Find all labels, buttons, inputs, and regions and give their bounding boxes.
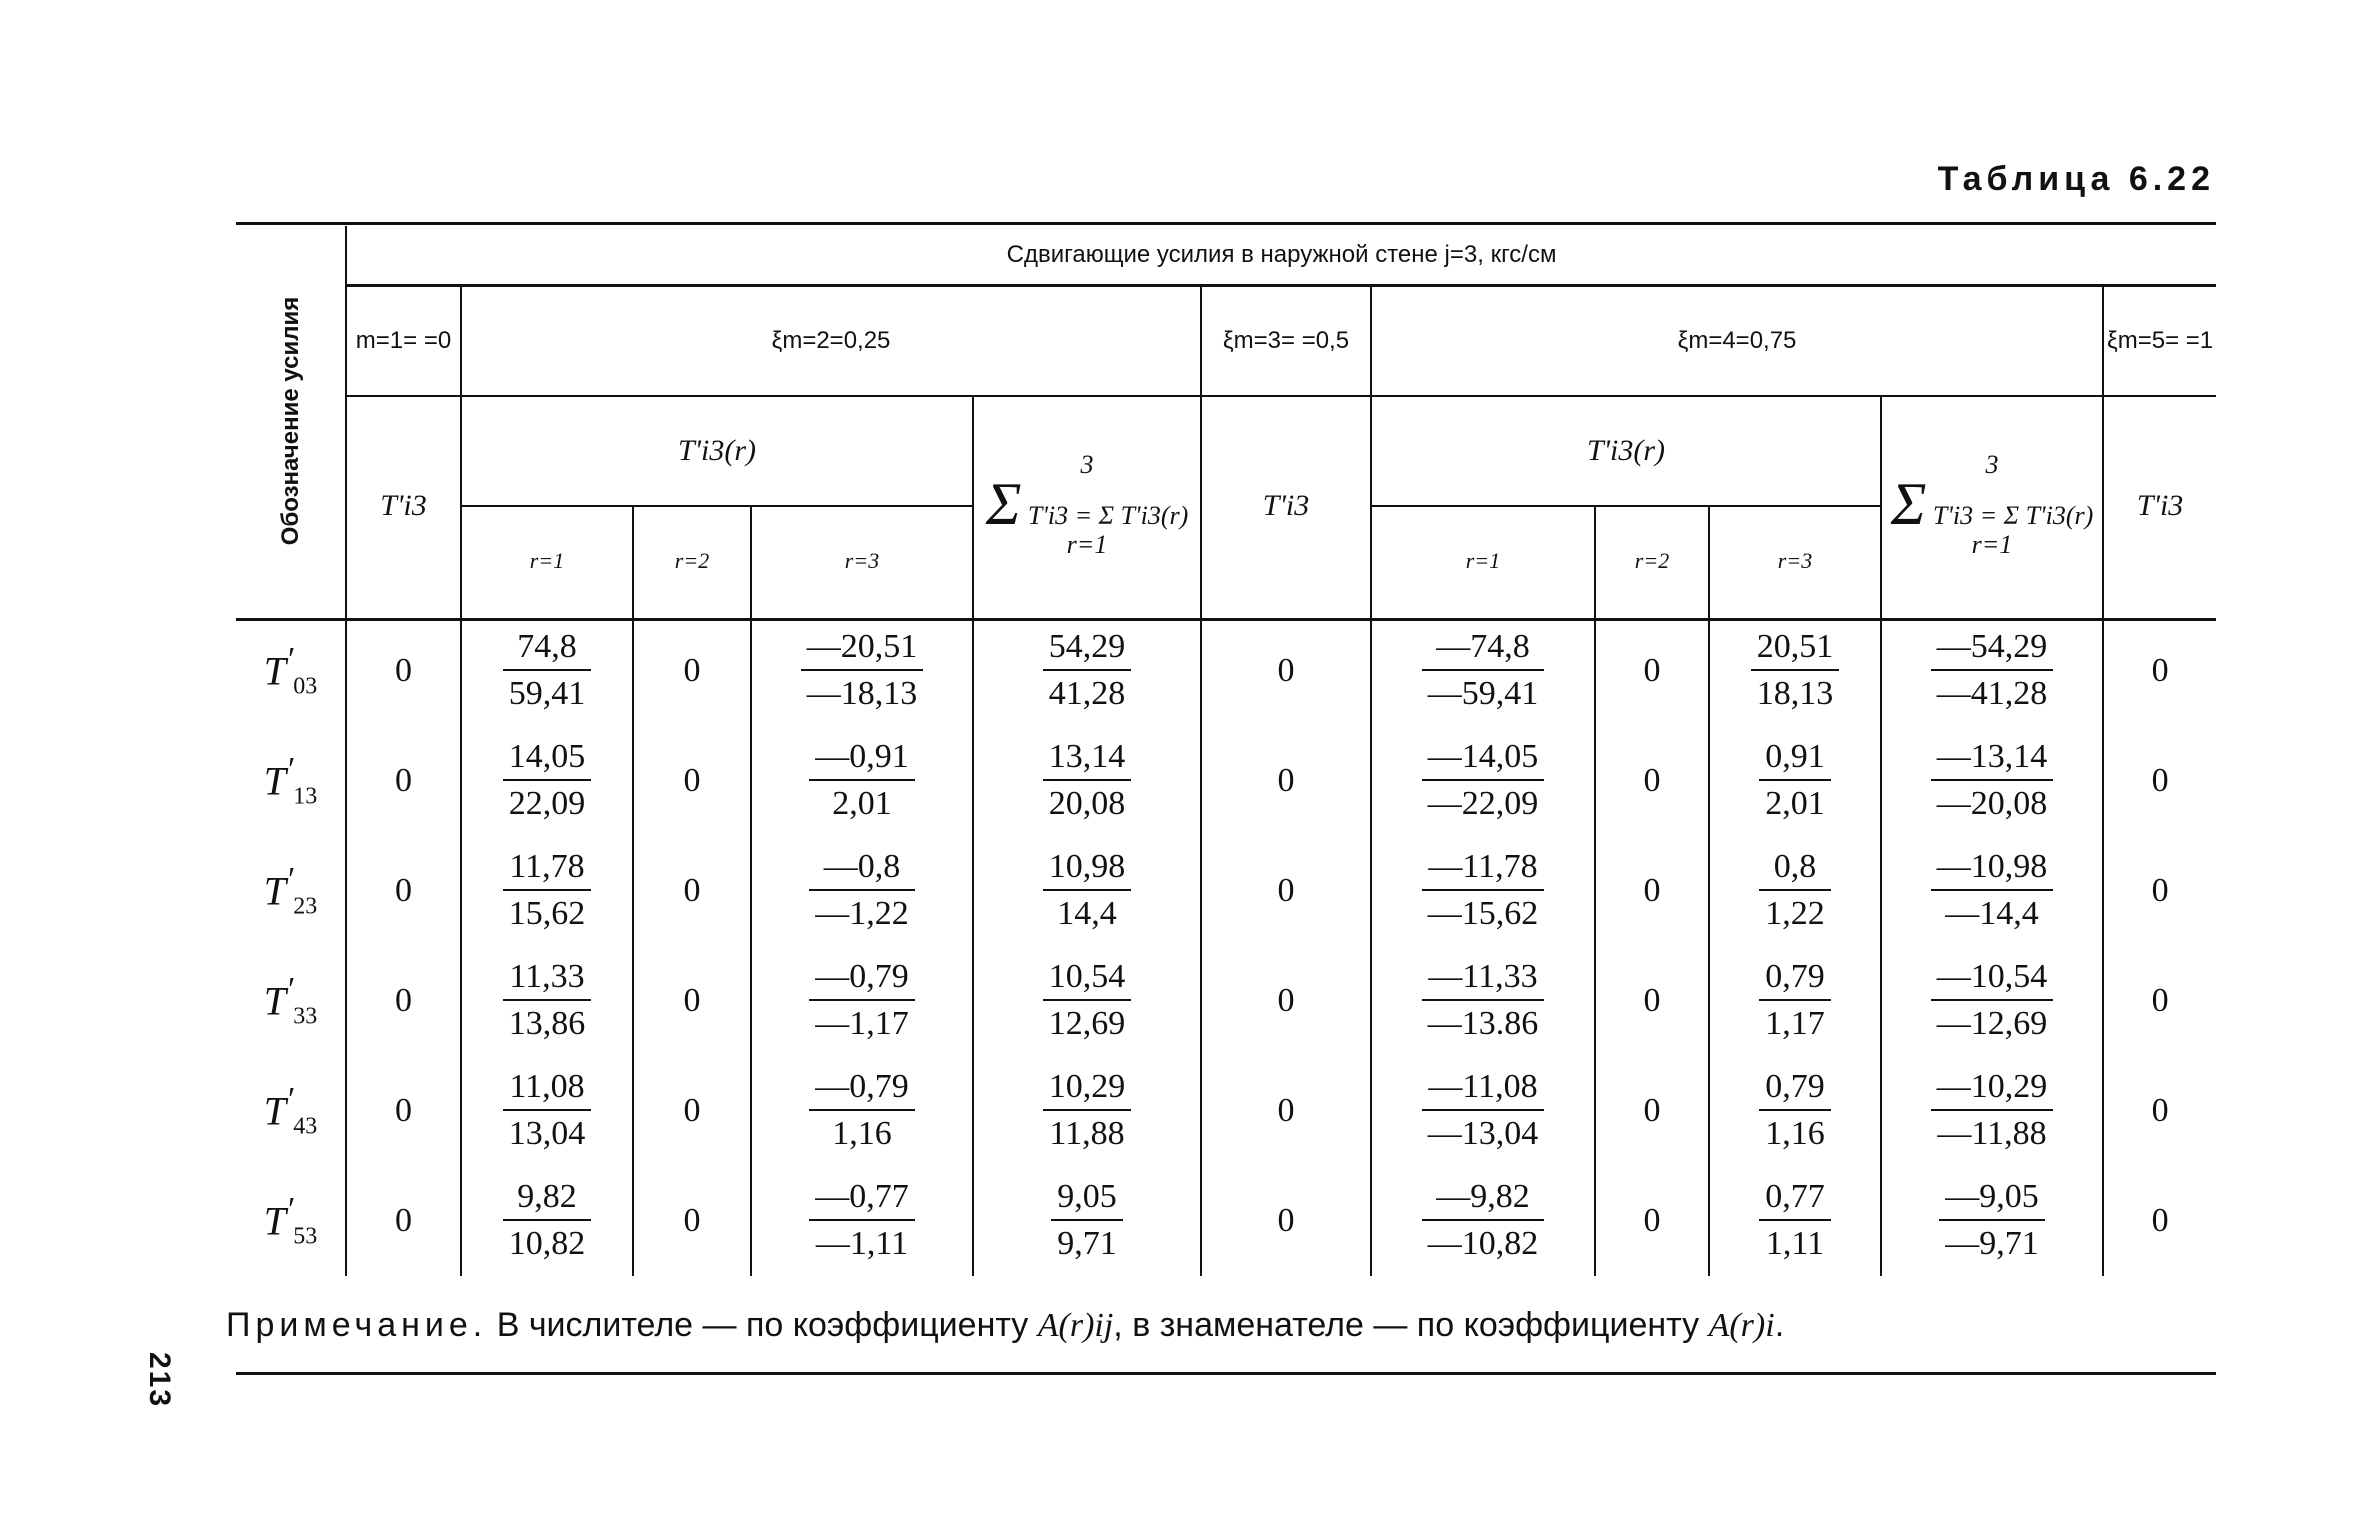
cell-m5: 0: [2103, 1056, 2216, 1166]
m2-r2-header: r=2: [633, 506, 751, 616]
m2-r1-header: r=1: [461, 506, 633, 616]
cell-m2-r2: 0: [633, 726, 751, 836]
row-label: $T'_{03}$: [263, 640, 318, 700]
cell-m4-r2: 0: [1595, 726, 1709, 836]
cell-m3: 0: [1201, 1166, 1371, 1276]
cell-m2-r1: $\frac{11,78}{15,62}$: [461, 836, 633, 946]
note-coef-a: A(r)ij: [1037, 1307, 1114, 1344]
cell-m4-sum: $\frac{—10,98}{—14,4}$: [1881, 836, 2103, 946]
cell-m2-r1: $\frac{14,05}{22,09}$: [461, 726, 633, 836]
cell-m3: 0: [1201, 836, 1371, 946]
note-text-b: , в знаменателе — по коэффициенту: [1113, 1306, 1709, 1344]
m4-r3-header: r=3: [1709, 506, 1881, 616]
mode-m5-header: ξm=5= =1: [2103, 286, 2216, 396]
mode-m4-header: ξm=4=0,75: [1371, 286, 2103, 396]
mode-m3-header: ξm=3= =0,5: [1201, 286, 1371, 396]
cell-m1: 0: [346, 616, 461, 726]
cell-m4-r3: $\frac{0,77}{1,11}$: [1709, 1166, 1881, 1276]
shear-force-table: [236, 226, 2216, 1276]
cell-m2-r2: 0: [633, 1056, 751, 1166]
table-row: [236, 1166, 2216, 1276]
cell-m4-sum: $\frac{—10,29}{—11,88}$: [1881, 1056, 2103, 1166]
cell-m2-sum: $\frac{10,29}{11,88}$: [973, 1056, 1201, 1166]
cell-m2-r3: $\frac{—0,8}{—1,22}$: [751, 836, 973, 946]
m2-r3-header: r=3: [751, 506, 973, 616]
top-rule: [236, 222, 2216, 225]
cell-m2-sum: $\frac{54,29}{41,28}$: [973, 616, 1201, 726]
cell-m4-r3: $\frac{0,91}{2,01}$: [1709, 726, 1881, 836]
note-end: .: [1774, 1306, 1785, 1344]
cell-m4-r3: $\frac{0,79}{1,16}$: [1709, 1056, 1881, 1166]
table-caption: Таблица 6.22: [1937, 160, 2215, 198]
m4-r2-header: r=2: [1595, 506, 1709, 616]
cell-m2-sum: $\frac{13,14}{20,08}$: [973, 726, 1201, 836]
row-label: $T'_{13}$: [263, 750, 318, 810]
cell-m5: 0: [2103, 1166, 2216, 1276]
cell-m4-sum: $\frac{—54,29}{—41,28}$: [1881, 616, 2103, 726]
cell-m5: 0: [2103, 726, 2216, 836]
bottom-rule: [236, 1372, 2216, 1375]
cell-m3: 0: [1201, 946, 1371, 1056]
cell-m4-r2: 0: [1595, 836, 1709, 946]
cell-m5: 0: [2103, 946, 2216, 1056]
cell-m1: 0: [346, 946, 461, 1056]
row-label: $T'_{43}$: [263, 1080, 318, 1140]
cell-m1: 0: [346, 726, 461, 836]
cell-m4-r1: $\frac{—11,78}{—15,62}$: [1371, 836, 1595, 946]
cell-m3: 0: [1201, 616, 1371, 726]
table-row: [236, 726, 2216, 836]
row-label: $T'_{23}$: [263, 860, 318, 920]
cell-m4-r3: $\frac{20,51}{18,13}$: [1709, 616, 1881, 726]
cell-m2-r1: $\frac{9,82}{10,82}$: [461, 1166, 633, 1276]
cell-m2-r3: $\frac{—0,79}{1,16}$: [751, 1056, 973, 1166]
cell-m2-r3: $\frac{—0,77}{—1,11}$: [751, 1166, 973, 1276]
cell-m4-sum: $\frac{—10,54}{—12,69}$: [1881, 946, 2103, 1056]
cell-m2-r2: 0: [633, 616, 751, 726]
cell-m2-sum: $\frac{10,98}{14,4}$: [973, 836, 1201, 946]
cell-m4-r1: $\frac{—74,8}{—59,41}$: [1371, 616, 1595, 726]
row-label-title: Обозначение усилия: [276, 296, 304, 545]
cell-m1: 0: [346, 1056, 461, 1166]
group-title: Сдвигающие усилия в наружной стене j=3, кгс/см: [346, 226, 2216, 286]
note-text-a: В числителе — по коэффициенту: [487, 1306, 1038, 1344]
row-label-header: [236, 226, 346, 616]
cell-m1: 0: [346, 1166, 461, 1276]
cell-m2-r3: $\frac{—0,91}{2,01}$: [751, 726, 973, 836]
table-note: [226, 1306, 1784, 1345]
cell-m2-r3: $\frac{—0,79}{—1,17}$: [751, 946, 973, 1056]
cell-m4-r2: 0: [1595, 1166, 1709, 1276]
cell-m2-sum: $\frac{9,05}{9,71}$: [973, 1166, 1201, 1276]
m1-t-i3-header: T'i3: [380, 489, 427, 522]
note-lead: Примечание.: [226, 1306, 488, 1344]
cell-m3: 0: [1201, 726, 1371, 836]
mode-m1-header: m=1= =0: [346, 286, 461, 396]
note-coef-b: A(r)i: [1708, 1307, 1775, 1344]
cell-m2-r3: $\frac{—20,51}{—18,13}$: [751, 616, 973, 726]
cell-m4-r1: $\frac{—9,82}{—10,82}$: [1371, 1166, 1595, 1276]
cell-m2-r1: $\frac{74,8}{59,41}$: [461, 616, 633, 726]
table-row: [236, 616, 2216, 726]
m5-t-i3-header: T'i3: [2103, 396, 2216, 616]
m4-r1-header: r=1: [1371, 506, 1595, 616]
m4-t-i3-r-header: T'i3(r): [1371, 396, 1881, 506]
cell-m4-sum: $\frac{—9,05}{—9,71}$: [1881, 1166, 2103, 1276]
table-row: [236, 1056, 2216, 1166]
table-body: [236, 616, 2216, 1276]
cell-m4-r1: $\frac{—11,08}{—13,04}$: [1371, 1056, 1595, 1166]
m2-t-i3-r-header: T'i3(r): [461, 396, 973, 506]
cell-m4-r3: $\frac{0,79}{1,17}$: [1709, 946, 1881, 1056]
table-row: [236, 946, 2216, 1056]
cell-m3: 0: [1201, 1056, 1371, 1166]
cell-m2-r2: 0: [633, 1166, 751, 1276]
cell-m4-r2: 0: [1595, 1056, 1709, 1166]
cell-m4-r2: 0: [1595, 946, 1709, 1056]
cell-m4-sum: $\frac{—13,14}{—20,08}$: [1881, 726, 2103, 836]
cell-m2-r1: $\frac{11,08}{13,04}$: [461, 1056, 633, 1166]
cell-m1: 0: [346, 836, 461, 946]
cell-m4-r2: 0: [1595, 616, 1709, 726]
cell-m2-r2: 0: [633, 946, 751, 1056]
m3-t-i3-header: T'i3: [1201, 396, 1371, 616]
table-row: [236, 836, 2216, 946]
cell-m4-r3: $\frac{0,8}{1,22}$: [1709, 836, 1881, 946]
row-label: $T'_{33}$: [263, 970, 318, 1030]
page-number: 213: [143, 1352, 176, 1409]
cell-m5: 0: [2103, 616, 2216, 726]
cell-m2-r1: $\frac{11,33}{13,86}$: [461, 946, 633, 1056]
mode-m2-header: ξm=2=0,25: [461, 286, 1201, 396]
m2-sum-header: 3 Σ T'i3 = Σ T'i3(r) r=1: [973, 396, 1201, 616]
m4-sum-header: 3 Σ T'i3 = Σ T'i3(r) r=1: [1881, 396, 2103, 616]
cell-m5: 0: [2103, 836, 2216, 946]
cell-m2-sum: $\frac{10,54}{12,69}$: [973, 946, 1201, 1056]
cell-m4-r1: $\frac{—14,05}{—22,09}$: [1371, 726, 1595, 836]
row-label: $T'_{53}$: [263, 1190, 318, 1250]
cell-m2-r2: 0: [633, 836, 751, 946]
cell-m4-r1: $\frac{—11,33}{—13.86}$: [1371, 946, 1595, 1056]
